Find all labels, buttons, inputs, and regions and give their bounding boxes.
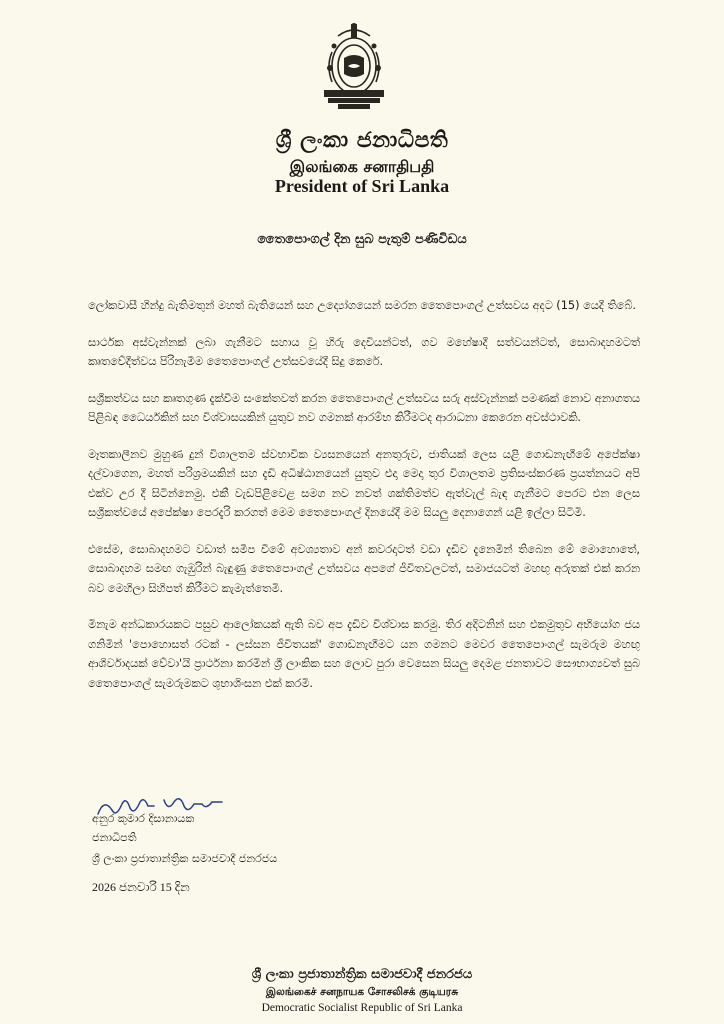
letter-date: 2026 ජනවාරි 15 දින [92, 880, 190, 894]
letterhead-title-tamil: இலங்கை சனாதிபதி [289, 157, 435, 176]
letter-body [88, 296, 640, 710]
signatory-country: ශ්‍රී ලංකා ප්‍රජාතාන්ත්‍රික සමාජවාදී ජනරජය [92, 852, 278, 865]
letter-subject: තෛපොංගල් දින සුබ පැතුම් පණිවිඩය [257, 232, 467, 247]
body-paragraph: මිනැම අන්ධකාරයකට පසුව ආලෝකයක් ඇති බව අප දැඩිව විශ්වාස කරමු. තිර අදිටනින් සහ එකමුතුව අභියෝග ජය ගනිමින් 'පොහොසත් රටක් - ලස්සන ජීවිතයක්' ගොඩනැඟීමට යන ගමනට මෙවර තෛපොංගල් සැමරුම මහඟු ආශිර්වාදයක් වේවා'යි ප්‍රාර්ථනා කරමින් ශ්‍රී ලාංකික සහ ලොව පුරා වෙසෙන සියලු දෙමළ ජනතාවට සෞභාග්‍යවත් සුබ තෛපොංගල් සැමරුමකට ශුභාශිංසන එක් කරමි. [88, 618, 640, 690]
footer-english: Democratic Socialist Republic of Sri Lanka [261, 1002, 463, 1014]
body-paragraph: එසේම, සොබාදහමට වඩාත් සමීප වීමේ අවශ්‍යතාව අන් කවරදාටත් වඩා දැඩිව දැනෙමින් තිබෙන මේ මොහොතේ, සොබාදහම සමඟ ගැඹුරින් බැඳුණු තෛපොංගල් උත්සවය අපගේ ජීවිතවලටත්, සමාජයටත් මහඟු අරුතක් එක් කරන බව මෙහිලා සිහිපත් කිරීමට කැමැත්තෙමි. [88, 542, 640, 595]
letterhead-title-sinhala: ශ්‍රී ලංකා ජනාධිපති [275, 128, 449, 153]
letterhead-title-english: President of Sri Lanka [274, 176, 450, 196]
signatory-name: අනුර කුමාර දිසානායක [92, 812, 195, 825]
body-paragraph: සාර්ථක අස්වැන්නක් ලබා ගැනීමට සහාය වූ හිරු දෙවියන්ටත්, ගව මහේෂාදී සත්වයන්ටත්, සොබාදහමටත් කෘතවේදීත්වය පිරිනැමීම තෛපොංගල් උත්සවයේදී සිදු කෙරේ. [88, 335, 640, 368]
body-paragraph: මෑතකාලීනව මුහුණ දුන් විශාලතම ස්වභාවික ව්‍යසනයෙන් අනතුරුව, ජාතියක් ලෙස යළි ගොඩනැඟීමේ අපේක්ෂා දල්වාගෙන, මහත් පරිශ්‍රමයකින් සහ දැඩි අධිෂ්ඨානයෙන් යුතුව එදා මෙදා තුර විශාලතම ප්‍රතිසංස්කරණ ප්‍රයත්නයට අපි එක්ව උර දී සිටින්නෙමු. එකී වැඩපිළිවෙළ සමග නව නවත් ශක්තිමත්ව ඇත්වැල් බැඳ ගැනීමට පෙරට එන ලෙස සශ්‍රීකත්වයේ අපේක්ෂා පෙරදැරි කරගත් මෙම තෛපොංගල් දිනයේදී මම සියලු දෙනාගෙන් යළි ඉල්ලා සිටිමි. [88, 447, 640, 519]
body-paragraph: සශ්‍රීකත්වය සහ කෘතගුණ දැක්වීම සංකේතවත් කරන තෛපොංගල් උත්සවය සරු අස්වැන්නක් පමණක් නොව අනාගතය පිළිබඳ ධෛර්යකින් සහ විශ්වාසයකින් යුතුව නව ගමනක් ආරම්භ කිරීමටද ආරාධනා කෙරෙන අවස්ථාවකි. [88, 391, 640, 424]
signatory-title: ජනාධිපති [92, 831, 137, 844]
sri-lanka-emblem-icon [318, 22, 390, 116]
footer-tamil: இலங்கைச் சனநாயக சோசலிசக் குடியரசு [265, 986, 459, 998]
footer-sinhala: ශ්‍රී ලංකා ප්‍රජාතාන්ත්‍රික සමාජවාදී ජනරජය [251, 967, 473, 982]
body-paragraph: ලෝකවාසී හින්දු බැතිමතුන් මහත් බැතියෙන් සහ උද්‍යෝගයෙන් සමරන තෛපොංගල් උත්සවය අදට (15) යෙදී තිබේ. [88, 299, 637, 312]
